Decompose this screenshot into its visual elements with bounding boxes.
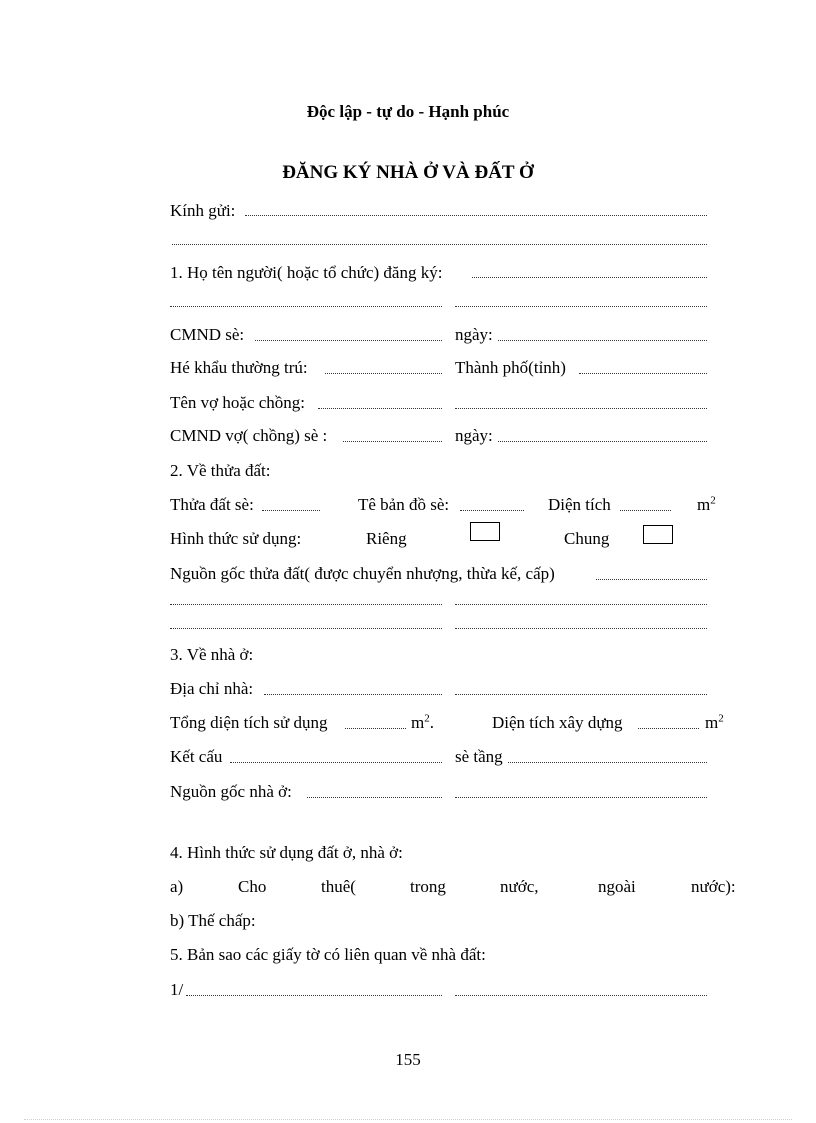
nguon-goc-thua-dat-field[interactable]: [596, 579, 707, 580]
tong-dien-tich-field[interactable]: [345, 728, 406, 729]
kinh-gui-field[interactable]: [245, 215, 707, 216]
thua-dat-so-field[interactable]: [262, 510, 320, 511]
tong-dien-tich-label: Tổng diện tích sử dụng: [170, 713, 328, 732]
ten-vo-chong-label: Tên vợ hoặc chồng:: [170, 393, 306, 412]
dien-tich-xay-dung-unit: [705, 713, 724, 733]
ket-cau-label: Kết cấu: [170, 747, 223, 766]
so-tang-label: sè tầng: [455, 747, 503, 766]
section-5-label: 5. Bản sao các giấy tờ có liên quan về nhà đất:: [170, 945, 486, 964]
section-2-label: 2. Về thửa đất:: [170, 461, 271, 480]
section-1-label: 1. Họ tên người( hoặc tổ chức) đăng ký:: [170, 263, 443, 282]
nguon-goc-field-2a[interactable]: [170, 604, 442, 605]
rieng-label: Riêng: [366, 529, 407, 548]
ngay-label: ngày:: [455, 325, 493, 344]
unit-superscript: 2: [718, 712, 724, 725]
dien-tich-xay-dung-label: Diện tích xây dựng: [492, 713, 623, 732]
section-4-label: 4. Hình thức sử dụng đất ở, nhà ở:: [170, 843, 403, 862]
unit-superscript: 2: [710, 494, 716, 507]
nguon-goc-field-2b[interactable]: [455, 604, 707, 605]
section-3-label: 3. Về nhà ở:: [170, 645, 254, 664]
unit-m: m: [705, 713, 719, 732]
ho-ten-field-2a[interactable]: [170, 306, 442, 307]
s4a-word: ngoài: [598, 877, 636, 896]
motto: Độc lập - tự do - Hạnh phúc: [306, 102, 510, 121]
ngay-2-field[interactable]: [498, 441, 707, 442]
nguon-goc-thua-dat-label: Nguồn gốc thửa đất( được chuyển nhượng, thừa kế, cấp): [170, 564, 555, 583]
s5-item-1-label: 1/: [170, 980, 184, 999]
dia-chi-nha-field-b[interactable]: [455, 694, 707, 695]
dien-tich-label: Diện tích: [548, 495, 611, 514]
thanh-pho-label: Thành phố(tỉnh): [455, 358, 566, 377]
to-ban-do-so-field[interactable]: [460, 510, 524, 511]
period: .: [429, 713, 434, 732]
nguon-goc-field-3b[interactable]: [455, 628, 707, 629]
to-ban-do-so-label: Tê bản đồ sè:: [358, 495, 450, 514]
unit-m: m: [411, 713, 425, 732]
s4a-word: Cho: [238, 877, 267, 896]
dien-tich-unit: [697, 495, 716, 515]
chung-label: Chung: [564, 529, 610, 548]
tong-dien-tich-unit: [411, 713, 434, 733]
nguon-goc-field-3a[interactable]: [170, 628, 442, 629]
ho-khau-field[interactable]: [325, 373, 442, 374]
s4b-label: b) Thế chấp:: [170, 911, 256, 930]
s4a-word: a): [170, 877, 184, 896]
ten-vo-chong-field-b[interactable]: [455, 408, 707, 409]
nguon-goc-nha-o-field-a[interactable]: [307, 797, 442, 798]
s4a-word: thuê(: [321, 877, 356, 896]
s5-item-1-field-a[interactable]: [186, 995, 442, 996]
ho-ten-field-2b[interactable]: [455, 306, 707, 307]
cmnd-field[interactable]: [255, 340, 442, 341]
page-number: 155: [395, 1050, 421, 1069]
dia-chi-nha-field-a[interactable]: [264, 694, 442, 695]
chung-checkbox[interactable]: [643, 525, 673, 544]
hinh-thuc-su-dung-label: Hình thức sử dụng:: [170, 529, 302, 548]
cmnd-vo-chong-label: CMND vợ( chồng) sè :: [170, 426, 328, 445]
form-title: ĐĂNG KÝ NHÀ Ở VÀ ĐẤT Ở: [282, 162, 534, 183]
s4a-word: trong: [410, 877, 446, 896]
page-bottom-divider: [24, 1119, 792, 1120]
dia-chi-nha-label: Địa chỉ nhà:: [170, 679, 254, 698]
ngay-2-label: ngày:: [455, 426, 493, 445]
ngay-field[interactable]: [498, 340, 707, 341]
unit-m: m: [697, 495, 711, 514]
s5-item-1-field-b[interactable]: [455, 995, 707, 996]
thanh-pho-field[interactable]: [579, 373, 707, 374]
kinh-gui-label: Kính gửi:: [170, 201, 236, 220]
thua-dat-so-label: Thửa đất sè:: [170, 495, 254, 514]
ten-vo-chong-field-a[interactable]: [318, 408, 442, 409]
nguon-goc-nha-o-label: Nguồn gốc nhà ở:: [170, 782, 292, 801]
nguon-goc-nha-o-field-b[interactable]: [455, 797, 707, 798]
s4a-word: nước,: [500, 877, 539, 896]
cmnd-label: CMND sè:: [170, 325, 245, 344]
so-tang-field[interactable]: [508, 762, 707, 763]
s4a-word: nước):: [691, 877, 736, 896]
dien-tich-xay-dung-field[interactable]: [638, 728, 699, 729]
ket-cau-field[interactable]: [230, 762, 442, 763]
kinh-gui-field-2[interactable]: [172, 244, 707, 245]
unit-superscript: 2: [424, 712, 430, 725]
cmnd-vo-chong-field[interactable]: [343, 441, 442, 442]
dien-tich-field[interactable]: [620, 510, 671, 511]
ho-khau-label: Hé khẩu thường trú:: [170, 358, 308, 377]
rieng-checkbox[interactable]: [470, 522, 500, 541]
ho-ten-field[interactable]: [472, 277, 707, 278]
